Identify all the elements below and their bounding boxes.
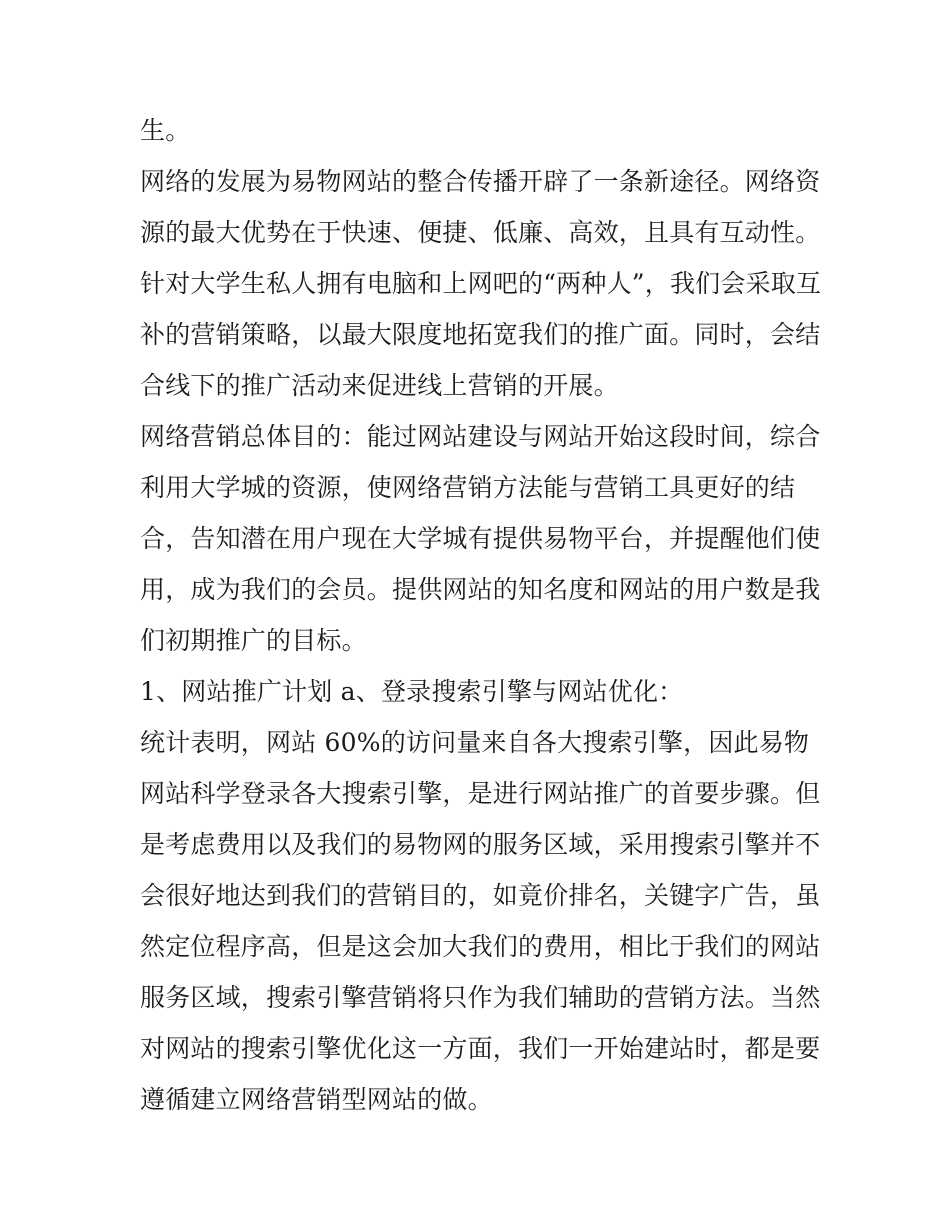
text-line: 对网站的搜索引擎优化这一方面，我们一开始建站时，都是要: [140, 1034, 821, 1063]
text-line: 服务区域，搜索引擎营销将只作为我们辅助的营销方法。当然: [140, 983, 821, 1012]
text-line: 们初期推广的目标。: [140, 626, 367, 655]
text-line: 针对大学生私人拥有电脑和上网吧的“两种人”，我们会采取互: [140, 269, 822, 298]
text-line: 网络营销总体目的：能过网站建设与网站开始这段时间，综合: [140, 422, 821, 451]
text-line: 利用大学城的资源，使网络营销方法能与营销工具更好的结: [140, 473, 796, 502]
text-line: 网站科学登录各大搜索引擎，是进行网站推广的首要步骤。但: [140, 779, 821, 808]
text-line: 网络的发展为易物网站的整合传播开辟了一条新途径。网络资: [140, 167, 821, 196]
text-line: 补的营销策略，以最大限度地拓宽我们的推广面。同时，会结: [140, 320, 821, 349]
text-line: 用，成为我们的会员。提供网站的知名度和网站的用户数是我: [140, 575, 821, 604]
text-line: 生。: [140, 116, 191, 145]
text-line: 遵循建立网络营销型网站的做。: [140, 1085, 493, 1114]
text-line: 是考虑费用以及我们的易物网的服务区域，采用搜索引擎并不: [140, 830, 821, 859]
text-line: 会很好地达到我们的营销目的，如竟价排名，关键字广告，虽: [140, 881, 821, 910]
text-line: 源的最大优势在于快速、便捷、低廉、高效，且具有互动性。: [140, 218, 821, 247]
section-heading: 1、网站推广计划 a、登录搜索引擎与网站优化：: [140, 677, 684, 706]
text-line: 统计表明，网站 60%的访问量来自各大搜索引擎，因此易物: [140, 728, 810, 757]
text-line: 然定位程序高，但是这会加大我们的费用，相比于我们的网站: [140, 932, 821, 961]
document-body: [140, 105, 820, 1125]
text-line: 合线下的推广活动来促进线上营销的开展。: [140, 371, 619, 400]
text-line: 合，告知潜在用户现在大学城有提供易物平台，并提醒他们使: [140, 524, 821, 553]
